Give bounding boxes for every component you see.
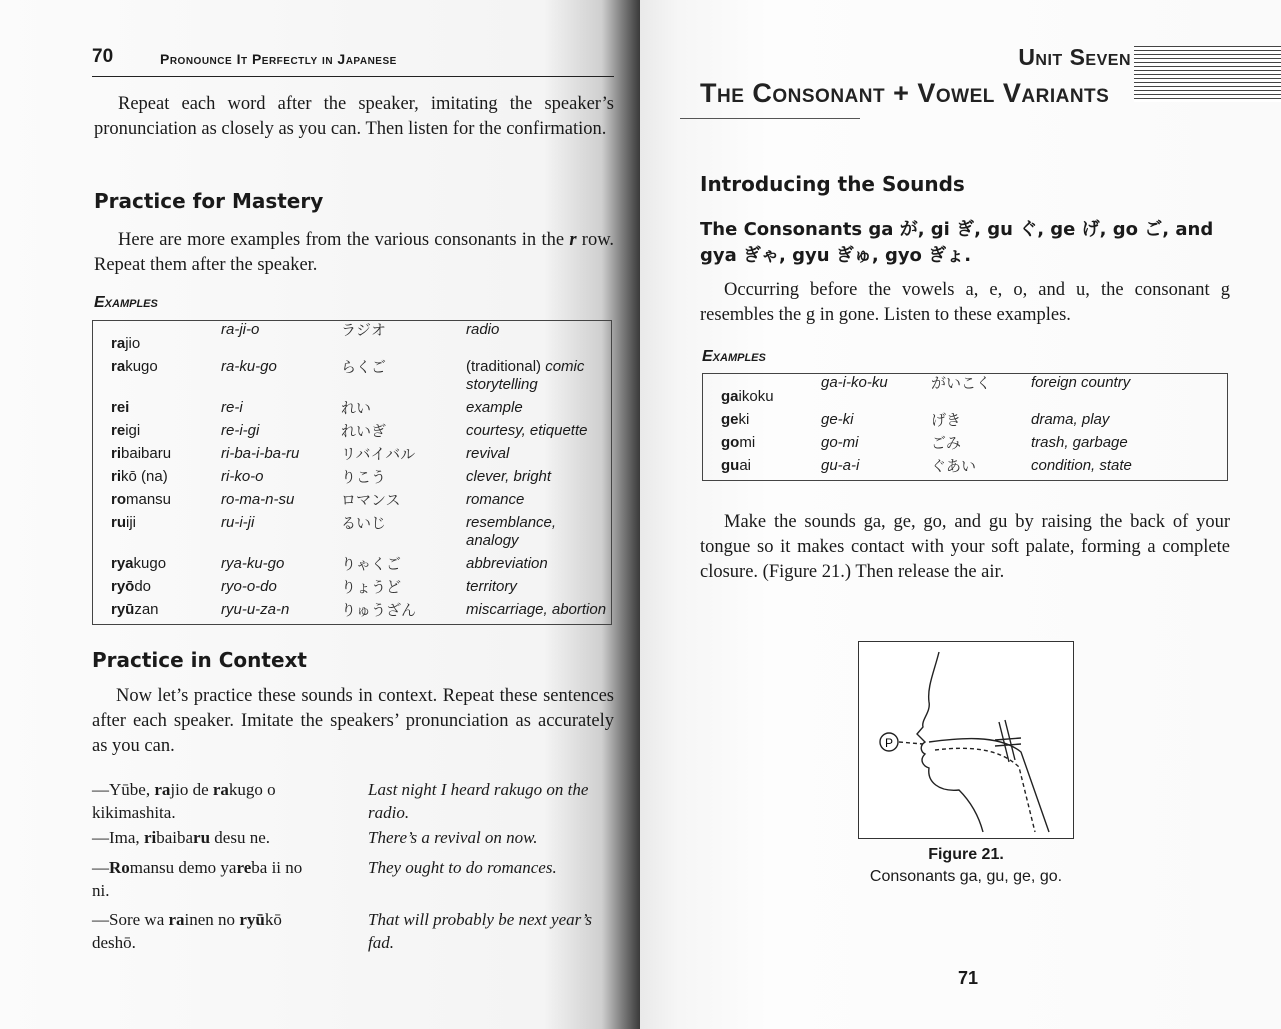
word-bold: ryō — [111, 578, 135, 595]
mastery-paragraph — [94, 228, 614, 278]
example-kana: りょうど — [341, 578, 402, 596]
example-word — [93, 514, 222, 555]
sentence-segment: ba ii no ni. — [92, 858, 303, 900]
meaning: condition, state — [1031, 457, 1132, 474]
word-rest: mi — [739, 434, 756, 451]
word-bold: ra — [111, 358, 126, 375]
sentence-translation: They ought to do romances. — [368, 858, 557, 877]
right-page — [640, 0, 1281, 1029]
example-syllables: ryo-o-do — [221, 578, 277, 595]
example-word — [703, 434, 822, 457]
text: r — [569, 230, 577, 250]
meaning: comic storytelling — [466, 358, 585, 393]
word-rest: do — [134, 578, 152, 595]
word-rest: ai — [739, 457, 752, 474]
intro-paragraph: Repeat each word after the speaker, imitating the speaker’s pronunciation as closely as you can. Then listen for the confirmation. — [94, 94, 614, 139]
meaning: territory — [466, 578, 517, 595]
example-row — [703, 374, 1228, 412]
example-kana: りこう — [341, 468, 387, 486]
example-kana: ラジオ — [341, 321, 387, 339]
example-kana: らくご — [341, 358, 387, 376]
example-syllables: re-i-gi — [221, 422, 260, 439]
word-rest: ki — [738, 411, 750, 428]
make-sounds-paragraph: Make the sounds ga, ge, go, and gu by raising the back of your tongue so it makes contact with your soft palate, forming a complete closure. (Figure 21.) Then release the air. — [700, 512, 1230, 582]
example-row — [93, 578, 612, 601]
sentence-segment: —Yūbe, — [92, 780, 155, 799]
context-paragraph: Now let’s practice these sounds in context. Repeat these sentences after each speaker. Imitate the speakers’ pronunciation as accurately as you can. — [92, 686, 614, 756]
sentence-segment: jio de — [170, 780, 213, 799]
example-kana: げき — [931, 411, 962, 429]
word-bold: ga — [721, 388, 739, 405]
word-rest: baibaru — [121, 445, 172, 462]
word-rest: kō (na) — [121, 468, 168, 485]
decorative-lines — [1134, 46, 1281, 102]
example-syllables: ryu-u-za-n — [221, 601, 290, 618]
example-word — [93, 445, 222, 468]
example-kana: ロマンス — [341, 491, 401, 509]
example-row — [93, 491, 612, 514]
word-rest: iji — [126, 514, 136, 531]
example-word — [93, 321, 222, 359]
example-word — [93, 468, 222, 491]
intro-paragraph: Occurring before the vowels a, e, o, and u, the consonant g resembles the g in gone. Listen to these examples. — [700, 280, 1230, 325]
sentence-segment: ri — [143, 828, 157, 847]
word-bold: rei — [111, 399, 130, 416]
sentence-translation: That will probably be next year’s fad. — [368, 910, 592, 952]
sentence-segment: re — [236, 858, 252, 877]
meaning: clever, bright — [466, 468, 552, 485]
example-meaning — [466, 555, 612, 578]
example-row — [93, 445, 612, 468]
example-word — [93, 491, 222, 514]
sentence-japanese — [92, 856, 322, 902]
example-word — [93, 399, 222, 422]
sentence-segment: ba — [177, 828, 194, 847]
running-head: Pronounce It Perfectly in Japanese — [160, 51, 397, 67]
example-meaning — [466, 321, 612, 359]
sentence-segment: kō deshō. — [92, 910, 282, 952]
example-word — [93, 422, 222, 445]
example-word — [703, 411, 822, 434]
example-word — [93, 578, 222, 601]
example-syllables: ge-ki — [821, 411, 854, 428]
example-word — [703, 374, 822, 412]
sentence-japanese — [92, 778, 322, 824]
sentence-segment: ra — [154, 780, 171, 799]
example-row — [703, 434, 1228, 457]
example-syllables: ra-ji-o — [221, 321, 260, 338]
meaning: revival — [466, 445, 510, 462]
chapter-title: The Consonant + Vowel Variants — [700, 78, 1110, 108]
meaning: romance — [466, 491, 525, 508]
example-meaning — [466, 422, 612, 445]
example-meaning — [466, 578, 612, 601]
examples-label: Examples — [702, 348, 766, 365]
word-rest: mansu — [126, 491, 172, 508]
example-meaning — [466, 445, 612, 468]
meaning: abbreviation — [466, 555, 548, 572]
section-heading: Introducing the Sounds — [700, 172, 965, 196]
sentence-segment: bai — [156, 828, 177, 847]
word-rest: zan — [134, 601, 159, 618]
sentence-segment: ra — [168, 910, 185, 929]
sentence-segment: kugo o kikimashita. — [92, 780, 276, 822]
context-heading: Practice in Context — [92, 648, 307, 672]
example-kana: ごみ — [931, 434, 962, 452]
example-row — [93, 321, 612, 359]
example-meaning — [1031, 434, 1228, 457]
word-rest: kugo — [125, 358, 158, 375]
word-bold: ra — [111, 335, 126, 352]
example-row — [93, 358, 612, 399]
example-row — [93, 601, 612, 625]
word-rest: jio — [125, 335, 141, 352]
meaning: example — [466, 399, 523, 416]
text: row. Repeat them after the speaker. — [94, 230, 614, 275]
sentence-segment: Ro — [109, 858, 130, 877]
example-syllables: ra-ku-go — [221, 358, 277, 375]
meaning: drama, play — [1031, 411, 1110, 428]
example-row — [703, 411, 1228, 434]
example-word — [703, 457, 822, 481]
sentence-segment: ryū — [239, 910, 265, 929]
example-row — [93, 468, 612, 491]
tongue-diagram-icon — [859, 642, 1073, 838]
example-meaning — [466, 491, 612, 514]
sentence-segment: ru — [193, 828, 211, 847]
word-bold: ge — [721, 411, 739, 428]
word-bold: re — [111, 422, 126, 439]
example-syllables: re-i — [221, 399, 243, 416]
sentence-translation: There’s a revival on now. — [368, 828, 538, 847]
example-kana: りゅうざん — [341, 601, 417, 619]
example-kana: ぐあい — [931, 457, 977, 475]
example-syllables: ru-i-ji — [221, 514, 255, 531]
meaning: resemblance, analogy — [466, 514, 557, 549]
meaning: courtesy, etiquette — [466, 422, 588, 439]
word-rest: ikoku — [738, 388, 774, 405]
example-meaning — [1031, 411, 1228, 434]
sentence-japanese — [92, 908, 322, 954]
sentence-japanese — [92, 826, 322, 849]
mastery-heading: Practice for Mastery — [94, 189, 324, 213]
page-number: 70 — [92, 46, 114, 67]
figure-label: Figure 21. — [928, 846, 1004, 863]
example-row — [93, 399, 612, 422]
sentence-translation: Last night I heard rakugo on the radio. — [368, 780, 589, 822]
example-syllables: gu-a-i — [821, 457, 860, 474]
p-label: P — [885, 736, 894, 750]
examples-table — [702, 373, 1228, 481]
sentence-segment: desu ne. — [210, 828, 271, 847]
sub-heading: The Consonants ga が, gi ぎ, gu ぐ, ge げ, go ご, and gya ぎゃ, gyu ぎゅ, gyo ぎょ. — [700, 219, 1214, 266]
example-word — [93, 601, 222, 625]
example-meaning — [1031, 374, 1228, 412]
example-word — [93, 555, 222, 578]
sentence-segment: ra — [212, 780, 229, 799]
figure-caption: Consonants ga, gu, ge, go. — [869, 868, 1063, 885]
example-row — [93, 422, 612, 445]
sentence-segment: —Ima, — [92, 828, 144, 847]
word-rest: igi — [125, 422, 141, 439]
sentence-segment: inen no — [184, 910, 240, 929]
example-row — [93, 514, 612, 555]
example-syllables: ga-i-ko-ku — [821, 374, 888, 391]
word-bold: ro — [111, 491, 126, 508]
sentence-segment: —Sore wa — [92, 910, 169, 929]
word-bold: ru — [111, 514, 126, 531]
example-kana: れいぎ — [341, 422, 387, 440]
example-word — [93, 358, 222, 399]
word-bold: ri — [111, 445, 122, 462]
example-kana: りゃくご — [341, 555, 402, 573]
word-bold: go — [721, 434, 740, 451]
meaning-plain: (traditional) — [466, 358, 546, 375]
word-bold: ri — [111, 468, 122, 485]
meaning: radio — [466, 321, 500, 338]
example-kana: るいじ — [341, 514, 387, 532]
example-row — [93, 555, 612, 578]
header-rule — [92, 76, 614, 77]
sentence-segment: — — [92, 858, 109, 877]
example-kana: リバイバル — [341, 445, 416, 463]
left-page — [0, 0, 640, 1029]
page-number: 71 — [958, 968, 979, 988]
examples-label: Examples — [94, 294, 158, 311]
meaning: trash, garbage — [1031, 434, 1128, 451]
text: Here are more examples from the various consonants in the — [118, 230, 570, 250]
word-bold: gu — [721, 457, 740, 474]
word-bold: rya — [111, 555, 134, 572]
example-meaning — [466, 468, 612, 491]
example-kana: がいこく — [931, 374, 992, 392]
example-kana: れい — [341, 399, 372, 417]
example-row — [703, 457, 1228, 481]
example-meaning — [466, 514, 612, 555]
example-syllables: ro-ma-n-su — [221, 491, 295, 508]
example-syllables: go-mi — [821, 434, 859, 451]
example-syllables: ri-ba-i-ba-ru — [221, 445, 300, 462]
meaning: miscarriage, abortion — [466, 601, 607, 618]
example-meaning — [466, 601, 612, 625]
example-syllables: ri-ko-o — [221, 468, 264, 485]
example-meaning — [1031, 457, 1228, 481]
unit-label: Unit Seven — [1018, 44, 1131, 70]
example-syllables: rya-ku-go — [221, 555, 285, 572]
example-meaning — [466, 358, 612, 399]
meaning: foreign country — [1031, 374, 1131, 391]
sentence-segment: mansu demo ya — [129, 858, 237, 877]
title-rule — [680, 118, 860, 119]
word-rest: kugo — [133, 555, 167, 572]
word-bold: ryū — [111, 601, 135, 618]
examples-table — [92, 320, 612, 625]
example-meaning — [466, 399, 612, 422]
figure-21 — [858, 641, 1074, 839]
